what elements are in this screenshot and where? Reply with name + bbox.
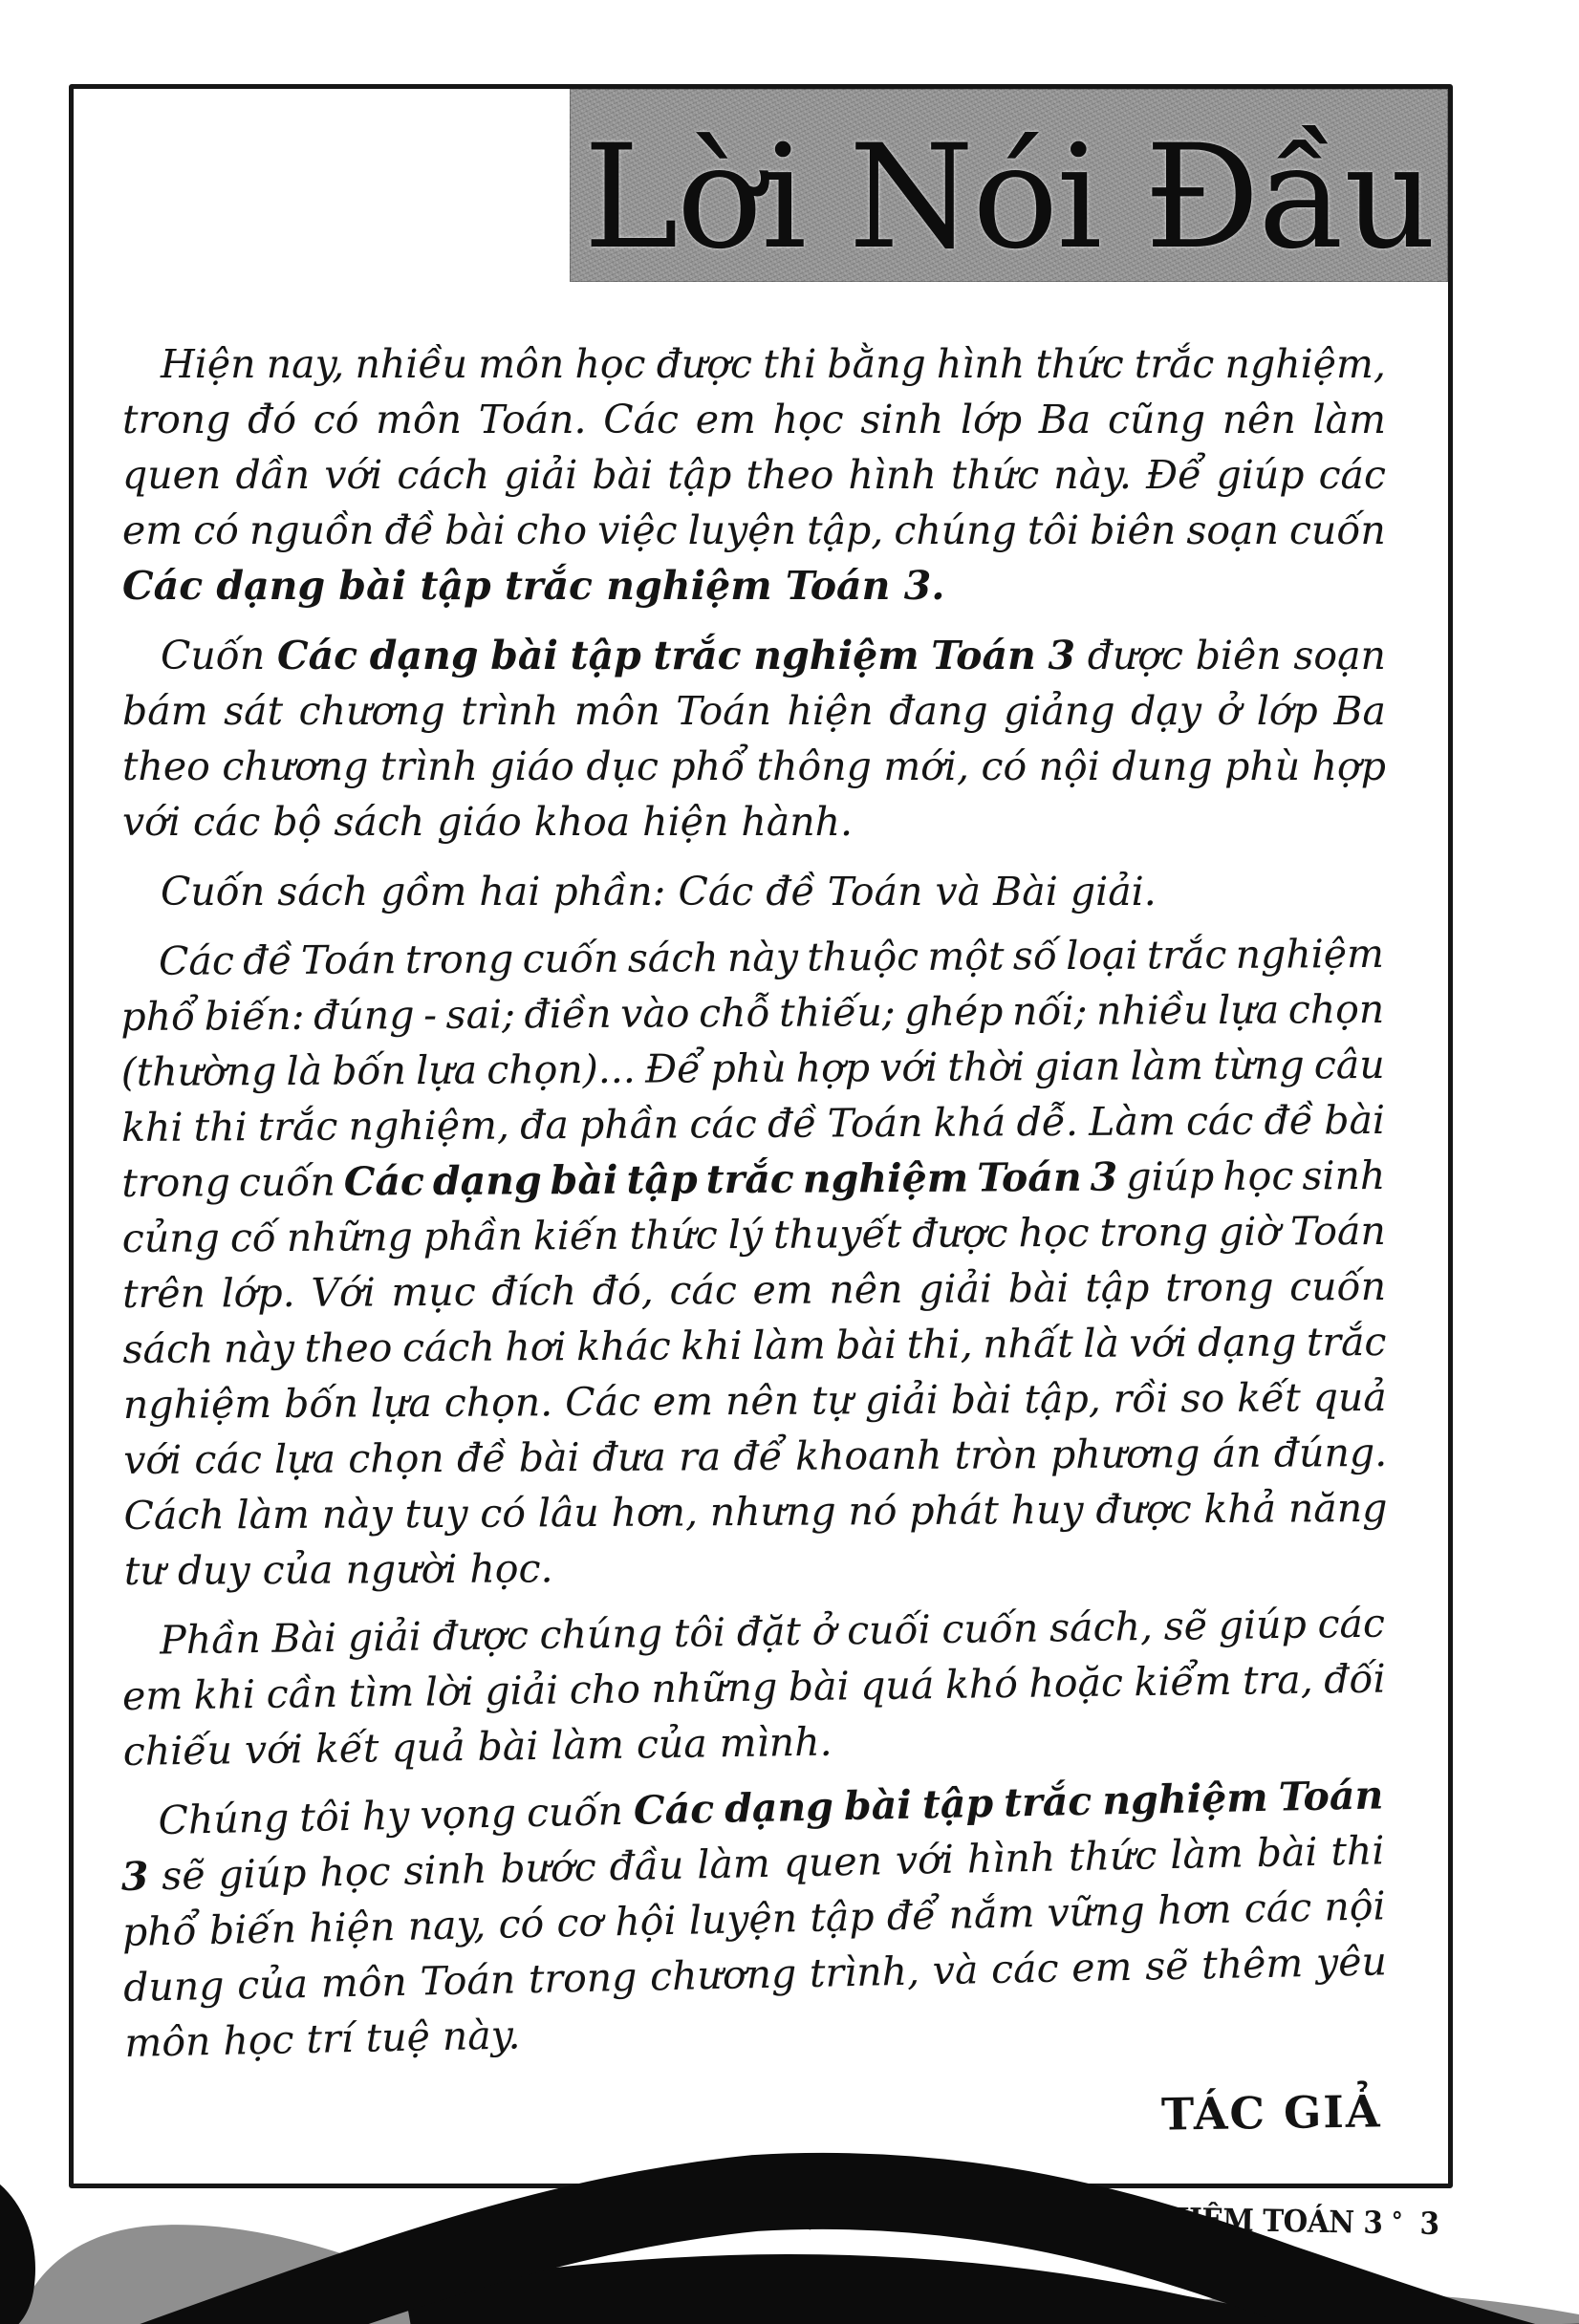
text-line: dung của môn Toán trong chương trình, và các em sẽ thêm yêu	[122, 1938, 1388, 2011]
black-blob-left	[0, 2171, 35, 2324]
paragraph	[122, 336, 1386, 613]
text-line: trong đó có môn Toán. Các em học sinh lớp Ba cũng nên làm	[122, 397, 1386, 442]
footer-separator: °	[1391, 2207, 1403, 2237]
paragraph	[119, 1767, 1389, 2071]
text-line: sách này theo cách hơi khác khi làm bài thi, nhất là với dạng trắc	[122, 1318, 1387, 1372]
text-line: phổ biến hiện nay, có cơ hội luyện tập để nắm vững hơn các nội	[121, 1883, 1387, 1955]
text-line: theo chương trình giáo dục phổ thông mới, có nội dung phù hợp	[122, 743, 1386, 789]
text-line: phổ biến: đúng - sai; điền vào chỗ thiếu; ghép nối; nhiều lựa chọn	[120, 985, 1385, 1041]
text-line: Các đề Toán trong cuốn sách này thuộc một số loại trắc nghiệm	[158, 930, 1385, 984]
footer-page-number: 3	[1419, 2205, 1440, 2242]
text-line: Hiện nay, nhiều môn học được thi bằng hình thức trắc nghiệm,	[161, 341, 1386, 387]
paragraph	[122, 628, 1386, 850]
text-line: bám sát chương trình môn Toán hiện đang giảng dạy ở lớp Ba	[122, 688, 1386, 734]
text-line: Phần Bài giải được chúng tôi đặt ở cuối cuốn sách, sẽ giúp các	[159, 1600, 1386, 1664]
text-line: quen dần với cách giải bài tập theo hình thức này. Để giúp các	[122, 452, 1386, 498]
text-line: em có nguồn đề bài cho việc luyện tập, chúng tôi biên soạn cuốn	[122, 507, 1386, 553]
text-line: môn học trí tuệ này.	[123, 2012, 521, 2066]
title-banner	[570, 89, 1448, 282]
text-line: trên lớp. Với mục đích đó, các em nên giải bài tập trong cuốn	[122, 1262, 1387, 1317]
footer-book-title: CÁC DẠNG BÀI TẬP TRẮC NGHIỆM TOÁN 3	[701, 2192, 1384, 2241]
text-line: với các lựa chọn đề bài đưa ra để khoanh tròn phương án đúng.	[123, 1429, 1388, 1483]
text-line: Chúng tôi hy vọng cuốn Các dạng bài tập trắc nghiệm Toán	[158, 1772, 1384, 1844]
text-line: chiếu với kết quả bài làm của mình.	[122, 1718, 833, 1775]
text-line: 3 sẽ giúp học sinh bước đầu làm quen với hình thức làm bài thi	[120, 1827, 1385, 1901]
page-title: Lời Nói Đầu	[583, 115, 1435, 281]
text-line: với các bộ sách giáo khoa hiện hành.	[122, 799, 854, 845]
text-line: nghiệm bốn lựa chọn. Các em nên tự giải bài tập, rồi so kết quả	[122, 1373, 1387, 1428]
text-line: khi thi trắc nghiệm, đa phần các đề Toán khá dễ. Làm các đề bài	[120, 1096, 1386, 1151]
paragraph	[121, 1596, 1387, 1779]
preface-body-text	[122, 336, 1386, 2071]
text-line: Cuốn Các dạng bài tập trắc nghiệm Toán 3 được biên soạn	[161, 633, 1386, 678]
text-line: tư duy của người học.	[123, 1545, 553, 1594]
paragraph	[120, 926, 1388, 1599]
author-signature: TÁC GIẢ	[1161, 2085, 1383, 2141]
text-line: Cuốn sách gồm hai phần: Các đề Toán và Bài giải.	[161, 869, 1157, 915]
text-line: Các dạng bài tập trắc nghiệm Toán 3.	[122, 563, 945, 609]
text-line: (thường là bốn lựa chọn)... Để phù hợp với thời gian làm từng câu	[120, 1041, 1385, 1096]
bottom-cover-swoosh	[0, 2121, 1579, 2324]
text-line: em khi cần tìm lời giải cho những bài quá khó hoặc kiểm tra, đối	[121, 1655, 1387, 1719]
paragraph	[122, 864, 1386, 919]
text-line: củng cố những phần kiến thức lý thuyết được học trong giờ Toán	[121, 1207, 1386, 1262]
text-line: trong cuốn Các dạng bài tập trắc nghiệm Toán 3 giúp học sinh	[121, 1151, 1386, 1207]
text-line: Cách làm này tuy có lâu hơn, nhưng nó phát huy được khả năng	[123, 1484, 1388, 1539]
